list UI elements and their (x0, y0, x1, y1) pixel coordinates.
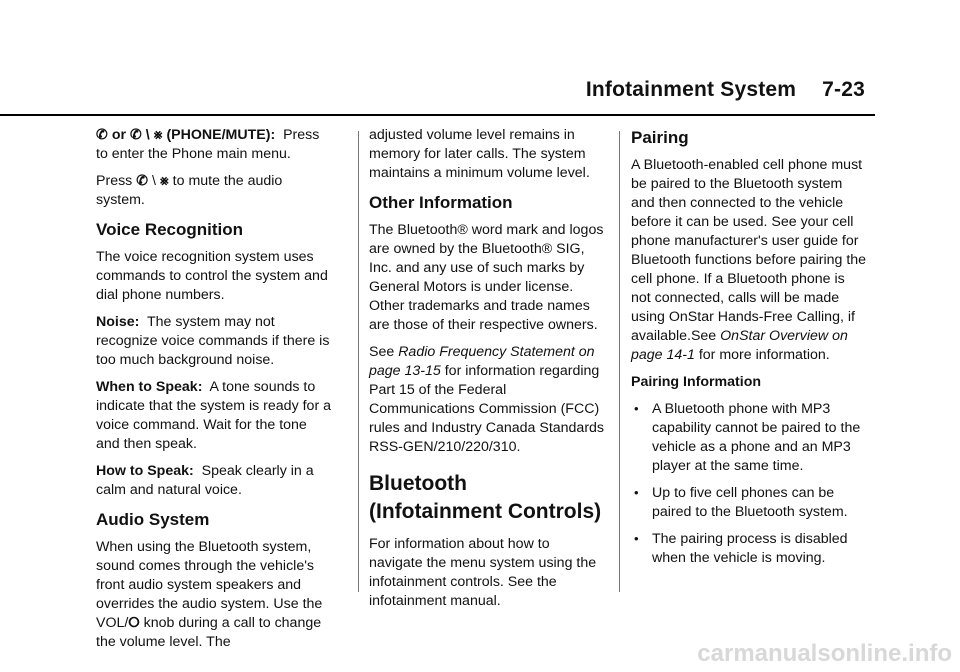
watermark: carmanualsonline.info (697, 640, 952, 667)
column-divider-2 (619, 131, 620, 592)
voice-recognition-heading: Voice Recognition (96, 220, 244, 239)
press-mute-paragraph: Press ✆ \ ⨳ to mute the audio system. (96, 173, 283, 208)
list-item: • A Bluetooth phone with MP3 capability cannot be paired to the vehicle as a phone and an MP3 player at the same time. (631, 400, 867, 476)
voice-recognition-intro: The voice recognition system uses commands to control the system and dial phone numbers. (96, 249, 328, 303)
bluetooth-controls-heading: Bluetooth (Infotainment Controls) (369, 472, 602, 523)
list-item: • The pairing process is disabled when the vehicle is moving. (631, 530, 867, 568)
when-to-speak-paragraph: When to Speak: A tone sounds to indicate that the system is ready for a voice command. Wait for the tone and then speak. (96, 379, 331, 452)
page-number: 7-23 (822, 78, 865, 101)
trademark-paragraph: The Bluetooth® word mark and logos are owned by the Bluetooth® SIG, Inc. and any use of such marks by General Motors is under license. Other trademarks and trade names are those of their respective owners. (369, 222, 604, 333)
pairing-information-label: Pairing Information (631, 374, 762, 390)
bluetooth-controls-paragraph: For information about how to navigate the menu system using the infotainment controls. See the infotainment manual. (369, 536, 597, 609)
section-title: Infotainment System (585, 78, 797, 101)
list-item: • Up to five cell phones can be paired to the Bluetooth system. (631, 484, 867, 522)
column-divider-1 (358, 131, 359, 592)
how-to-speak-paragraph: How to Speak: Speak clearly in a calm and natural voice. (96, 463, 314, 498)
audio-system-heading: Audio System (96, 510, 210, 529)
phone-icon: ✆ (96, 127, 108, 143)
onstar-overview-link[interactable]: OnStar Overview on page 14-1 (631, 328, 848, 363)
column-1 (96, 126, 332, 660)
volume-continued-paragraph: adjusted volume level remains in memory for later calls. The system maintains a minimum volume level. (369, 127, 590, 181)
pairing-heading: Pairing (631, 128, 689, 147)
column-3 (631, 126, 867, 576)
mute-icon: ⨳ (153, 127, 163, 143)
mute-icon: ⨳ (159, 173, 169, 189)
phone-icon: ✆ (129, 127, 142, 143)
fcc-paragraph: See Radio Frequency Statement on page 13-15 for information regarding Part 15 of the Federal Communications Commission (FCC) rules and Industry Canada Standards RSS-GEN/210/220/310. (369, 344, 605, 455)
phone-icon: ✆ (136, 173, 149, 189)
noise-paragraph: Noise: The system may not recognize voice commands if there is too much background noise. (96, 314, 330, 368)
pairing-paragraph: A Bluetooth-enabled cell phone must be paired to the Bluetooth system and then connected to the vehicle before it can be used. See your cell phone manufacturer's user guide for Bluetooth functions before pairing the cell phone. If a Bluetooth phone is not connected, calls will be made using OnStar Hands-Free Calling, if available.See OnStar Overview on page 14-1 for more information. (631, 157, 867, 363)
column-2 (369, 126, 605, 619)
phone-mute-paragraph: ✆ or ✆ \ ⨳ (PHONE/MUTE): Press to enter the Phone main menu. (96, 127, 320, 162)
volume-knob-icon: ⭘ (128, 615, 140, 631)
pairing-bullet-list (631, 400, 867, 568)
audio-system-paragraph: When using the Bluetooth system, sound comes through the vehicle's front audio system speakers and overrides the audio system. Use the VOL/⭘ knob during a call to change the volume level. The (96, 539, 323, 650)
header-rule (0, 114, 875, 116)
other-information-heading: Other Information (369, 193, 513, 212)
phone-mute-label: (PHONE/MUTE): (166, 127, 276, 143)
radio-frequency-link[interactable]: Radio Frequency Statement on page 13-15 (369, 344, 595, 379)
page-header (586, 78, 865, 102)
